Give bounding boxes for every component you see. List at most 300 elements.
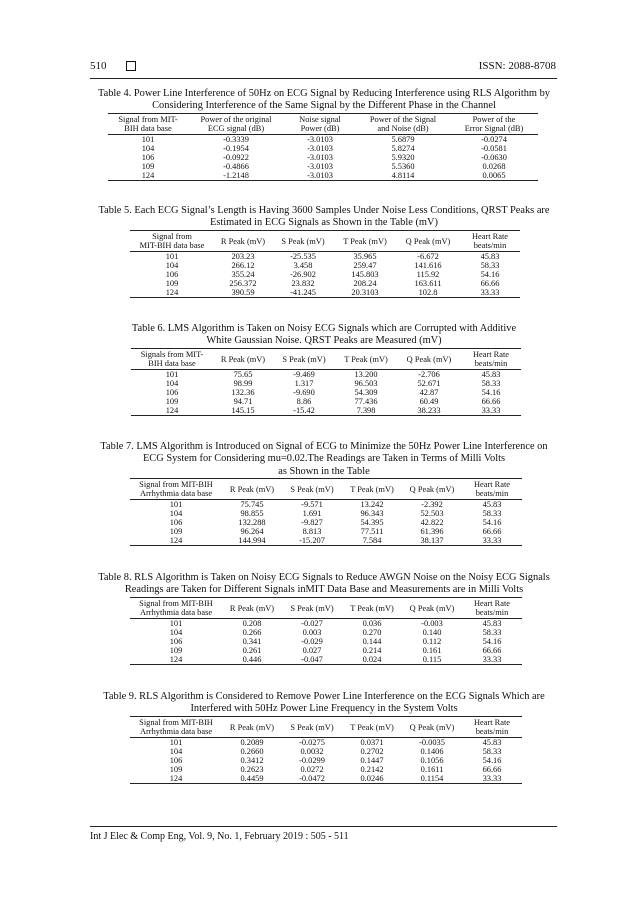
table-cell: 13.242	[360, 500, 384, 509]
column-header	[462, 717, 522, 738]
table-cell: 58.33	[481, 379, 501, 388]
table-7	[130, 478, 522, 546]
table-cell: 0.161	[422, 646, 442, 655]
table-cell: 52.503	[420, 509, 444, 518]
table-cell: 54.16	[481, 388, 501, 397]
column-header-line: Signal from MIT-BIH	[139, 718, 213, 727]
table-cell: 33.33	[482, 655, 502, 664]
column-header	[272, 231, 334, 252]
table-cell: 0.341	[242, 637, 262, 646]
table-cell: 96.264	[240, 527, 264, 536]
table-cell: -0.0581	[481, 144, 507, 153]
table-row	[130, 261, 520, 270]
table-row	[130, 518, 522, 527]
table-cell: -0.0035	[419, 738, 445, 747]
column-header-line: T Peak (mV)	[350, 603, 394, 613]
table-6	[131, 348, 521, 416]
column-header-line: T Peak (mV)	[344, 354, 388, 364]
column-header-line: S Peak (mV)	[290, 722, 334, 732]
table-cell: -9.571	[301, 500, 323, 509]
column-header-line: S Peak (mV)	[290, 484, 334, 494]
table-cell: -9.469	[293, 370, 315, 379]
column-header-line: S Peak (mV)	[281, 236, 325, 246]
column-header-line: beats/min	[475, 727, 509, 736]
column-header-line: S Peak (mV)	[282, 354, 326, 364]
table-cell: 5.6879	[391, 135, 415, 144]
table-row	[130, 756, 522, 765]
table-cell: 3.458	[293, 261, 313, 270]
table-cell: 106	[169, 637, 183, 646]
column-header-line: Arrhythmia data base	[139, 489, 213, 498]
table-header-row	[130, 479, 522, 500]
table-cell: -15.207	[299, 536, 325, 545]
table-cell: 0.261	[242, 646, 262, 655]
table-row	[130, 252, 520, 262]
table-cell: -0.0274	[481, 135, 507, 144]
column-header-line: MIT-BIH data base	[139, 241, 205, 250]
table-row	[131, 379, 521, 388]
table-cell: 0.4459	[240, 774, 264, 783]
table-cell: 77.436	[354, 397, 378, 406]
table-cell: -6.672	[417, 252, 439, 261]
column-header	[130, 598, 222, 619]
column-header-line: beats/min	[473, 241, 507, 250]
table-row	[131, 370, 521, 380]
table-cell: 0.1406	[420, 747, 444, 756]
table-cell: 38.233	[417, 406, 441, 415]
column-header	[222, 598, 282, 619]
column-header-line: Heart Rate	[473, 718, 511, 727]
square-icon	[126, 61, 136, 71]
column-header-line: beats/min	[474, 359, 508, 368]
table-cell: 23.832	[291, 279, 315, 288]
table-row	[130, 536, 522, 546]
table-cell: 144.994	[238, 536, 266, 545]
column-header	[130, 231, 214, 252]
table-cell: -3.0103	[307, 135, 333, 144]
column-header	[462, 598, 522, 619]
column-header-line: Q Peak (mV)	[409, 603, 455, 613]
column-header-line: Power of the original	[200, 115, 272, 124]
table-cell: 54.16	[482, 637, 502, 646]
table-cell: 104	[165, 261, 179, 270]
column-header	[460, 231, 520, 252]
table-cell: 0.112	[422, 637, 442, 646]
column-header	[342, 479, 402, 500]
table-cell: 58.33	[480, 261, 500, 270]
column-header-line: R Peak (mV)	[220, 354, 266, 364]
column-header	[335, 349, 397, 370]
table-cell: 35.965	[353, 252, 377, 261]
column-header-line: R Peak (mV)	[220, 236, 266, 246]
table-cell: 109	[165, 397, 179, 406]
column-header-line: Signals from MIT-	[140, 350, 204, 359]
column-header-line: beats/min	[475, 608, 509, 617]
table-cell: -0.0275	[299, 738, 325, 747]
table-cell: 0.446	[242, 655, 262, 664]
table-cell: -3.0103	[307, 144, 333, 153]
column-header-line: Heart Rate	[472, 350, 510, 359]
column-header-line: T Peak (mV)	[343, 236, 387, 246]
table-cell: 124	[169, 655, 183, 664]
table-cell: 33.33	[480, 288, 500, 297]
table-cell: 0.1154	[420, 774, 444, 783]
table-cell: -1.2148	[223, 171, 249, 180]
issn: ISSN: 2088-8708	[478, 60, 556, 72]
table-cell: -0.0922	[223, 153, 249, 162]
table-cell: 58.33	[482, 509, 502, 518]
table-cell: 0.1611	[420, 765, 444, 774]
table-cell: 96.503	[354, 379, 378, 388]
column-header	[402, 598, 462, 619]
table-cell: 1.691	[302, 509, 322, 518]
column-header	[130, 479, 222, 500]
table-cell: 0.1447	[360, 756, 384, 765]
table-cell: 58.33	[482, 628, 502, 637]
table-cell: 104	[141, 144, 155, 153]
column-header-line: BIH data base	[148, 359, 196, 368]
table-cell: 101	[165, 370, 179, 379]
footer-rule	[90, 826, 557, 827]
column-header-line: Q Peak (mV)	[406, 354, 452, 364]
column-header-line: Power of the	[472, 115, 516, 124]
table-cell: 66.66	[482, 527, 502, 536]
column-header-line: S Peak (mV)	[290, 603, 334, 613]
table-cell: 54.16	[482, 756, 502, 765]
table-cell: 0.0065	[482, 171, 506, 180]
table-cell: -3.0103	[307, 162, 333, 171]
table-cell: 98.855	[240, 509, 264, 518]
column-header	[222, 479, 282, 500]
column-header	[284, 114, 356, 135]
table-cell: -0.0299	[299, 756, 325, 765]
table-cell: 101	[169, 738, 183, 747]
table-cell: 124	[141, 171, 155, 180]
table-cell: -25.535	[290, 252, 316, 261]
table-cell: 66.66	[480, 279, 500, 288]
column-header-line: Power (dB)	[300, 124, 340, 133]
footer-citation: Int J Elec & Comp Eng, Vol. 9, No. 1, February 2019 : 505 - 511	[90, 831, 349, 842]
page-header	[90, 60, 556, 76]
column-header	[461, 349, 521, 370]
table-row	[130, 527, 522, 536]
column-header-line: Signal from	[152, 232, 192, 241]
table-row	[130, 628, 522, 637]
table-cell: 104	[169, 747, 183, 756]
column-header-line: Signal from MIT-	[118, 115, 178, 124]
table-cell: 145.803	[351, 270, 379, 279]
table-row	[130, 288, 520, 298]
table-cell: 52.671	[417, 379, 441, 388]
table-row	[130, 747, 522, 756]
column-header	[222, 717, 282, 738]
table-row	[130, 500, 522, 510]
column-header-line: Noise signal	[299, 115, 341, 124]
table-cell: 33.33	[481, 406, 501, 415]
table-cell: 132.288	[238, 518, 266, 527]
table-cell: 7.584	[362, 536, 382, 545]
table-row	[130, 270, 520, 279]
column-header	[108, 114, 188, 135]
table-cell: -2.706	[418, 370, 440, 379]
column-header	[130, 717, 222, 738]
table-cell: 109	[169, 765, 183, 774]
column-header-line: beats/min	[475, 489, 509, 498]
table-row	[108, 171, 538, 181]
table-cell: 124	[165, 406, 179, 415]
table-cell: 106	[169, 518, 183, 527]
table-cell: 7.398	[356, 406, 376, 415]
table-cell: 0.270	[362, 628, 382, 637]
table-cell: -0.047	[301, 655, 323, 664]
table-cell: 54.309	[354, 388, 378, 397]
column-header-line: T Peak (mV)	[350, 484, 394, 494]
table-cell: 61.396	[420, 527, 444, 536]
table-cell: 124	[169, 774, 183, 783]
table-cell: 104	[165, 379, 179, 388]
table-cell: 0.144	[362, 637, 382, 646]
table-row	[108, 144, 538, 153]
table-cell: 0.024	[362, 655, 382, 664]
table-9	[130, 716, 522, 784]
column-header-line: Heart Rate	[473, 599, 511, 608]
table-cell: 0.3412	[240, 756, 264, 765]
page-number: 510	[90, 60, 107, 72]
table-cell: 66.66	[482, 765, 502, 774]
column-header	[282, 479, 342, 500]
column-header	[188, 114, 284, 135]
table-cell: 54.16	[482, 518, 502, 527]
table-header-row	[130, 231, 520, 252]
column-header-line: Heart Rate	[471, 232, 509, 241]
table-5-caption: Table 5. Each ECG Signal’s Length is Having 3600 Samples Under Noise Less Conditions, QRST Peaks are Estimated in ECG Signals as Shown in the Table (mV)	[98, 205, 550, 229]
table-cell: -9.690	[293, 388, 315, 397]
table-cell: 45.83	[482, 738, 502, 747]
table-cell: 101	[169, 619, 183, 628]
table-cell: 0.0371	[360, 738, 384, 747]
table-cell: 0.2660	[240, 747, 264, 756]
table-cell: 0.266	[242, 628, 262, 637]
table-cell: 124	[169, 536, 183, 545]
table-4	[108, 113, 538, 181]
table-row	[130, 738, 522, 748]
table-row	[131, 397, 521, 406]
table-cell: -0.0472	[299, 774, 325, 783]
table-cell: 38.137	[420, 536, 444, 545]
table-cell: 101	[165, 252, 179, 261]
column-header	[450, 114, 538, 135]
table-row	[130, 509, 522, 518]
table-cell: 1.317	[294, 379, 314, 388]
table-cell: 42.822	[420, 518, 444, 527]
table-cell: 0.2702	[360, 747, 384, 756]
table-cell: 0.0032	[300, 747, 324, 756]
table-cell: 54.16	[480, 270, 500, 279]
table-cell: 94.71	[233, 397, 253, 406]
table-row	[130, 765, 522, 774]
table-cell: 0.1056	[420, 756, 444, 765]
column-header	[273, 349, 335, 370]
table-cell: 0.208	[242, 619, 262, 628]
table-cell: 106	[141, 153, 155, 162]
table-cell: 33.33	[482, 774, 502, 783]
table-cell: 101	[141, 135, 155, 144]
table-cell: -2.392	[421, 500, 443, 509]
table-cell: 4.8114	[391, 171, 415, 180]
table-cell: 104	[169, 509, 183, 518]
table-cell: 66.66	[482, 646, 502, 655]
table-cell: 259.47	[353, 261, 377, 270]
column-header	[213, 349, 273, 370]
table-row	[130, 279, 520, 288]
table-header-row	[108, 114, 538, 135]
table-cell: 203.23	[231, 252, 255, 261]
column-header-line: R Peak (mV)	[229, 603, 275, 613]
table-cell: 96.343	[360, 509, 384, 518]
column-header	[342, 717, 402, 738]
table-cell: 5.9320	[391, 153, 415, 162]
table-cell: 163.611	[414, 279, 442, 288]
table-cell: 33.33	[482, 536, 502, 545]
table-cell: 266.12	[231, 261, 255, 270]
table-cell: 104	[169, 628, 183, 637]
column-header-line: Heart Rate	[473, 480, 511, 489]
column-header	[214, 231, 272, 252]
table-header-row	[130, 598, 522, 619]
table-cell: 109	[169, 646, 183, 655]
table-cell: 13.200	[354, 370, 378, 379]
table-cell: 60.49	[419, 397, 439, 406]
table-cell: 45.83	[482, 500, 502, 509]
column-header	[282, 717, 342, 738]
column-header-line: R Peak (mV)	[229, 484, 275, 494]
table-cell: -0.4866	[223, 162, 249, 171]
table-cell: 102.8	[418, 288, 438, 297]
table-cell: 0.0272	[300, 765, 324, 774]
column-header-line: Power of the Signal	[369, 115, 437, 124]
table-cell: 5.5360	[391, 162, 415, 171]
table-cell: 45.83	[481, 370, 501, 379]
table-cell: 106	[169, 756, 183, 765]
column-header	[396, 231, 460, 252]
table-cell: 132.36	[231, 388, 255, 397]
table-cell: -0.0630	[481, 153, 507, 162]
table-row	[130, 646, 522, 655]
table-cell: 145.15	[231, 406, 255, 415]
column-header-line: R Peak (mV)	[229, 722, 275, 732]
column-header-line: Q Peak (mV)	[405, 236, 451, 246]
column-header-line: Arrhythmia data base	[139, 727, 213, 736]
column-header-line: Signal from MIT-BIH	[139, 480, 213, 489]
table-cell: 0.0268	[482, 162, 506, 171]
table-header-row	[131, 349, 521, 370]
table-cell: 20.3103	[351, 288, 379, 297]
table-cell: 0.003	[302, 628, 322, 637]
table-cell: 390.59	[231, 288, 255, 297]
column-header-line: ECG signal (dB)	[207, 124, 265, 133]
table-row	[130, 655, 522, 665]
table-6-caption: Table 6. LMS Algorithm is Taken on Noisy ECG Signals which are Corrupted with Additive White Gaussian Noise. QRST Peaks are Measured (mV)	[131, 323, 517, 347]
table-cell: 109	[165, 279, 179, 288]
table-row	[131, 406, 521, 416]
table-7-caption: Table 7. LMS Algorithm is Introduced on Signal of ECG to Minimize the 50Hz Power Line Interference on ECG System for Considering mu=0.02.The Readings are Taken in Terms of Milli Volts as Shown in the Table	[100, 441, 548, 477]
table-row	[130, 774, 522, 784]
table-cell: -0.3339	[223, 135, 249, 144]
table-4-caption: Table 4. Power Line Interference of 50Hz on ECG Signal by Reducing Interference using RLS Algorithm by Considering Interference of the Same Signal by the Different Phase in the Channel	[97, 88, 550, 112]
table-cell: 42.87	[419, 388, 439, 397]
table-cell: 0.115	[422, 655, 442, 664]
table-cell: -9.827	[301, 518, 323, 527]
column-header-line: T Peak (mV)	[350, 722, 394, 732]
table-cell: 124	[165, 288, 179, 297]
column-header	[462, 479, 522, 500]
table-cell: 75.745	[240, 500, 264, 509]
table-cell: 45.83	[482, 619, 502, 628]
table-cell: 45.83	[480, 252, 500, 261]
table-cell: 109	[169, 527, 183, 536]
table-cell: -0.029	[301, 637, 323, 646]
table-cell: 0.140	[422, 628, 442, 637]
column-header	[397, 349, 461, 370]
table-row	[130, 637, 522, 646]
table-cell: 106	[165, 270, 179, 279]
table-cell: 355.24	[231, 270, 255, 279]
table-cell: 77.511	[360, 527, 384, 536]
table-row	[108, 153, 538, 162]
table-row	[130, 619, 522, 629]
table-row	[131, 388, 521, 397]
table-row	[108, 135, 538, 145]
table-cell: -0.027	[301, 619, 323, 628]
column-header	[131, 349, 213, 370]
column-header	[356, 114, 450, 135]
table-cell: 0.2142	[360, 765, 384, 774]
table-cell: 106	[165, 388, 179, 397]
table-cell: 109	[141, 162, 155, 171]
column-header	[402, 479, 462, 500]
table-cell: -26.902	[290, 270, 316, 279]
table-cell: -41.245	[290, 288, 316, 297]
table-cell: 0.036	[362, 619, 382, 628]
table-cell: 8.813	[302, 527, 322, 536]
table-cell: 54.395	[360, 518, 384, 527]
column-header-line: BIH data base	[124, 124, 172, 133]
table-cell: 0.0246	[360, 774, 384, 783]
table-header-row	[130, 717, 522, 738]
table-cell: 0.2623	[240, 765, 264, 774]
table-cell: 5.8274	[391, 144, 415, 153]
table-cell: 256.372	[229, 279, 257, 288]
table-9-caption: Table 9. RLS Algorithm is Considered to Remove Power Line Interference on the ECG Signals Which are Interfered with 50Hz Power Line Frequency in the System Volts	[103, 691, 545, 715]
table-cell: 58.33	[482, 747, 502, 756]
column-header-line: Signal from MIT-BIH	[139, 599, 213, 608]
column-header	[402, 717, 462, 738]
table-cell: 98.99	[233, 379, 253, 388]
table-cell: -15.42	[293, 406, 315, 415]
column-header-line: Q Peak (mV)	[409, 484, 455, 494]
table-8	[130, 597, 522, 665]
table-cell: 0.2089	[240, 738, 264, 747]
table-cell: -3.0103	[307, 153, 333, 162]
table-cell: 75.65	[233, 370, 253, 379]
table-cell: 101	[169, 500, 183, 509]
table-cell: -0.1954	[223, 144, 249, 153]
table-cell: 208.24	[353, 279, 377, 288]
table-cell: 0.027	[302, 646, 322, 655]
table-cell: -0.003	[421, 619, 443, 628]
table-cell: 66.66	[481, 397, 501, 406]
table-cell: 141.616	[414, 261, 442, 270]
